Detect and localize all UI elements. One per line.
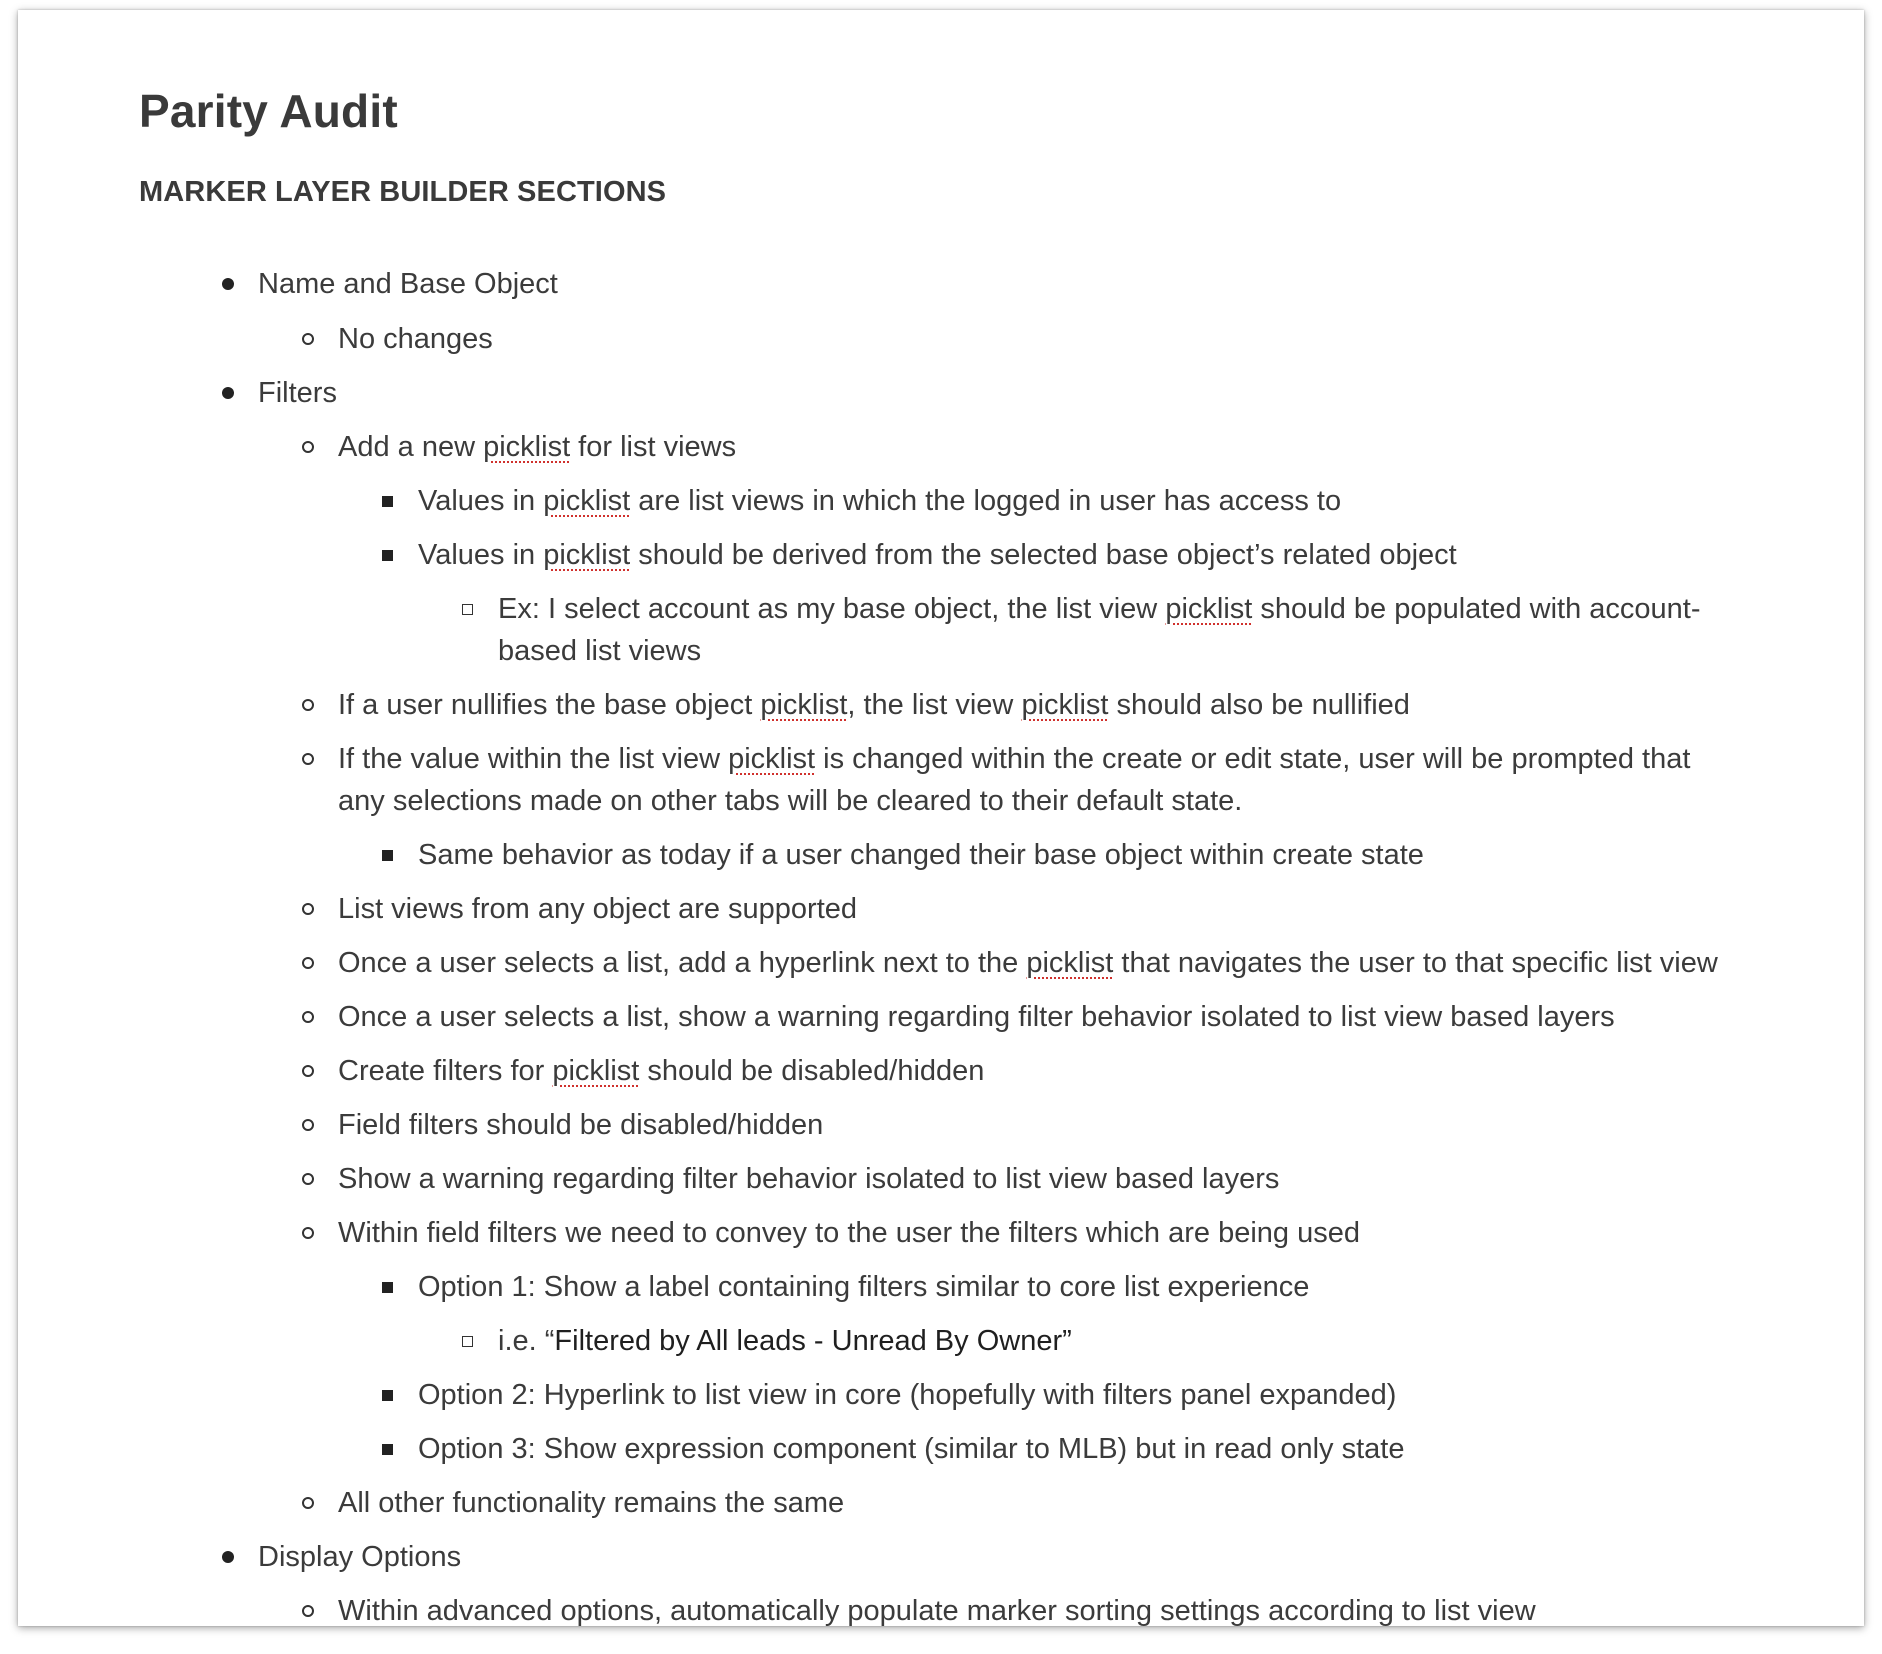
list-item-text: Within field filters we need to convey to the user the filters which are being used bbox=[338, 1217, 1360, 1249]
filled-square-bullet-icon bbox=[378, 1374, 398, 1416]
list-item-text: Values in picklist should be derived from the selected base object’s related object bbox=[418, 539, 1457, 571]
hollow-circle-bullet-icon bbox=[298, 996, 318, 1038]
list-item bbox=[278, 888, 857, 930]
filled-disc-bullet-icon bbox=[218, 372, 238, 414]
hollow-circle-bullet-icon bbox=[298, 1482, 318, 1524]
list-item bbox=[278, 426, 736, 468]
list-item-text: No changes bbox=[338, 323, 493, 355]
misspelled-word: picklist bbox=[1021, 689, 1109, 721]
list-item bbox=[358, 480, 1341, 522]
hollow-circle-bullet-icon bbox=[298, 318, 318, 360]
list-item bbox=[278, 1212, 1360, 1254]
list-item bbox=[278, 1590, 1536, 1626]
section-heading: MARKER LAYER BUILDER SECTIONS bbox=[139, 176, 667, 208]
list-item bbox=[358, 1266, 1309, 1308]
misspelled-word: picklist bbox=[483, 431, 571, 463]
hollow-circle-bullet-icon bbox=[298, 1050, 318, 1092]
list-item bbox=[278, 1482, 844, 1524]
list-item-text-continued: based list views bbox=[498, 635, 702, 667]
list-item-text: Filters bbox=[258, 377, 337, 409]
list-item-text: Once a user selects a list, show a warning regarding filter behavior isolated to list view based layers bbox=[338, 1001, 1615, 1033]
list-item-text: Values in picklist are list views in which the logged in user has access to bbox=[418, 485, 1342, 517]
list-item-text: Name and Base Object bbox=[258, 268, 558, 300]
list-item-text: Add a new picklist for list views bbox=[338, 431, 737, 463]
list-item bbox=[358, 1374, 1396, 1416]
list-item-text: Show a warning regarding filter behavior isolated to list view based layers bbox=[338, 1163, 1280, 1195]
list-item-text-continued: any selections made on other tabs will be cleared to their default state. bbox=[338, 785, 1243, 817]
hollow-circle-bullet-icon bbox=[298, 1590, 318, 1626]
misspelled-word: picklist bbox=[543, 539, 631, 571]
list-item-text: Same behavior as today if a user changed their base object within create state bbox=[418, 839, 1424, 871]
list-item-text: Option 3: Show expression component (similar to MLB) but in read only state bbox=[418, 1433, 1405, 1465]
quoted-example: Filtered by All leads - Unread By Owner” bbox=[554, 1325, 1072, 1357]
list-item bbox=[278, 738, 1690, 822]
list-item-text: List views from any object are supported bbox=[338, 893, 858, 925]
hollow-circle-bullet-icon bbox=[298, 684, 318, 726]
list-item bbox=[278, 1050, 984, 1092]
filled-square-bullet-icon bbox=[378, 1428, 398, 1470]
hollow-square-bullet-icon bbox=[458, 588, 478, 630]
document-title: Parity Audit bbox=[139, 85, 398, 137]
list-item-text: Within advanced options, automatically populate marker sorting settings according to list view bbox=[338, 1595, 1536, 1626]
list-item bbox=[278, 996, 1615, 1038]
list-item-text: If the value within the list view picklist is changed within the create or edit state, user will be prompted that bbox=[338, 743, 1691, 775]
list-item bbox=[358, 534, 1457, 576]
filled-disc-bullet-icon bbox=[218, 1536, 238, 1578]
misspelled-word: picklist bbox=[552, 1055, 640, 1087]
hollow-square-bullet-icon bbox=[458, 1320, 478, 1362]
list-item-text: Once a user selects a list, add a hyperlink next to the picklist that navigates the user to that specific list view bbox=[338, 947, 1718, 979]
filled-square-bullet-icon bbox=[378, 534, 398, 576]
misspelled-word: picklist bbox=[1026, 947, 1114, 979]
misspelled-word: picklist bbox=[543, 485, 631, 517]
list-item bbox=[278, 684, 1410, 726]
filled-square-bullet-icon bbox=[378, 480, 398, 522]
misspelled-word: picklist bbox=[1165, 593, 1253, 625]
list-item-text: Ex: I select account as my base object, the list view picklist should be populated with account- bbox=[498, 593, 1701, 625]
misspelled-word: picklist bbox=[760, 689, 848, 721]
list-item bbox=[358, 1428, 1404, 1470]
list-item bbox=[278, 318, 493, 360]
list-item-text: All other functionality remains the same bbox=[338, 1487, 845, 1519]
list-item bbox=[358, 834, 1424, 876]
list-item bbox=[198, 1536, 461, 1578]
hollow-circle-bullet-icon bbox=[298, 1104, 318, 1146]
filled-square-bullet-icon bbox=[378, 834, 398, 876]
hollow-circle-bullet-icon bbox=[298, 888, 318, 930]
list-item-text: Option 2: Hyperlink to list view in core (hopefully with filters panel expanded) bbox=[418, 1379, 1397, 1411]
hollow-circle-bullet-icon bbox=[298, 942, 318, 984]
hollow-circle-bullet-icon bbox=[298, 426, 318, 468]
list-item bbox=[438, 1320, 1072, 1362]
list-item-text: Option 1: Show a label containing filters similar to core list experience bbox=[418, 1271, 1310, 1303]
misspelled-word: picklist bbox=[728, 743, 816, 775]
list-item-text: Create filters for picklist should be disabled/hidden bbox=[338, 1055, 985, 1087]
list-item bbox=[198, 372, 337, 414]
list-item bbox=[438, 588, 1701, 672]
list-item bbox=[198, 263, 558, 305]
list-item-text: i.e. “Filtered by All leads - Unread By Owner” bbox=[498, 1325, 1072, 1357]
list-item bbox=[278, 1104, 823, 1146]
document-page bbox=[18, 10, 1864, 1626]
list-item-text: If a user nullifies the base object picklist, the list view picklist should also be nullified bbox=[338, 689, 1410, 721]
hollow-circle-bullet-icon bbox=[298, 1158, 318, 1200]
list-item bbox=[278, 1158, 1279, 1200]
list-item bbox=[278, 942, 1718, 984]
filled-square-bullet-icon bbox=[378, 1266, 398, 1308]
hollow-circle-bullet-icon bbox=[298, 1212, 318, 1254]
filled-disc-bullet-icon bbox=[218, 263, 238, 305]
list-item-text: Display Options bbox=[258, 1541, 462, 1573]
list-item-text: Field filters should be disabled/hidden bbox=[338, 1109, 824, 1141]
hollow-circle-bullet-icon bbox=[298, 738, 318, 780]
